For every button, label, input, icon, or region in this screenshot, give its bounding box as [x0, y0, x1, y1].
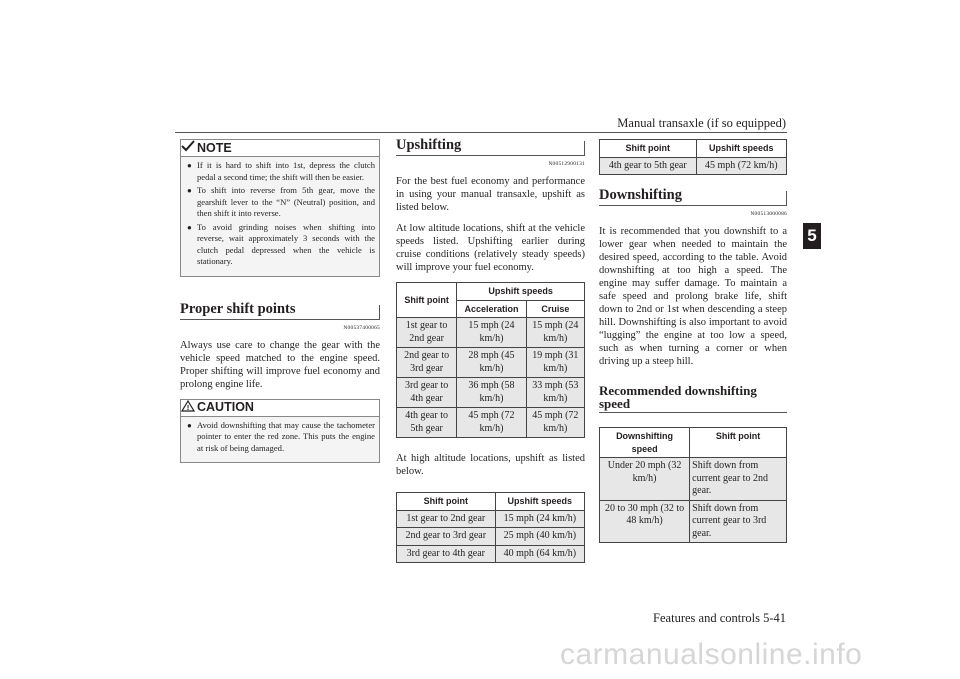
table-header: Shift point: [397, 493, 496, 511]
column-middle: [396, 139, 585, 563]
subheading-recommended-downshift: Recommended downshifting speed: [599, 384, 787, 413]
note-item: ● If it is hard to shift into 1st, depress the clutch pedal a second time; the shift will then be easier.: [187, 160, 375, 182]
note-list: [181, 157, 379, 268]
running-header: Manual transaxle (if so equipped): [617, 116, 786, 130]
svg-text:!: !: [186, 404, 190, 412]
section-code: N00537400065: [343, 324, 380, 331]
table-header: Upshift speeds: [457, 283, 585, 301]
table-header: Upshift speeds: [696, 140, 786, 158]
page-footer: Features and controls 5-41: [653, 611, 786, 625]
table-row: 4th gear to 5th gear 45 mph (72 km/h): [600, 157, 787, 175]
upshifting-intro: For the best fuel economy and performance in using your manual transaxle, upshift as listed below.: [396, 176, 585, 213]
downshift-table: [599, 427, 787, 543]
table-header: Shift point: [690, 428, 787, 458]
section-heading-proper-shift: Proper shift points: [180, 303, 380, 320]
table-row: 3rd gear to 4th gear 36 mph (58 km/h) 33 mph (53 km/h): [397, 378, 585, 408]
note-check-icon: [181, 140, 195, 156]
caution-box: [180, 399, 380, 464]
table-row: 4th gear to 5th gear 45 mph (72 km/h) 45 mph (72 km/h): [397, 408, 585, 438]
warning-triangle-icon: [181, 400, 195, 416]
bullet-icon: ●: [187, 186, 192, 195]
caution-list: [181, 417, 379, 455]
watermark: carmanualsonline.info: [560, 638, 863, 671]
downshifting-text: It is recommended that you downshift to a lower gear when needed to maintain the desired speed, according to the table. Avoid downshifting at too high a speed. The engine may suffer damage. To maintain a safe speed and prolong brake life, shift down to 2nd or 1st when descending a steep hill. Downshifting is also important to avoid “lugging” the engine at too low a speed, such as when turning a corner or when driving up a steep hill.: [599, 226, 787, 367]
table-row: 2nd gear to 3rd gear 28 mph (45 km/h) 19 mph (31 km/h): [397, 348, 585, 378]
caution-item: ● Avoid downshifting that may cause the tachometer pointer to enter the red zone. This puts the engine at risk of being damaged.: [187, 419, 375, 453]
column-left: [180, 139, 380, 463]
bullet-icon: ●: [187, 161, 192, 170]
table-header: Cruise: [526, 300, 584, 318]
bullet-icon: ●: [187, 222, 192, 232]
note-item: ● To shift into reverse from 5th gear, move the gearshift lever to the “N” (Neutral) position, and then shift it into reverse.: [187, 185, 375, 218]
proper-shift-text: Always use care to change the gear with the vehicle speed matched to the engine speed. Proper shifting will improve fuel economy and prolong engine life.: [180, 339, 380, 390]
upshifting-high-altitude: At high altitude locations, upshift as listed below.: [396, 453, 585, 477]
high-altitude-table: [396, 492, 585, 563]
low-altitude-table: [396, 282, 585, 438]
table-header: Shift point: [600, 140, 697, 158]
note-item: ● To avoid grinding noises when shifting into reverse, wait approximately 3 seconds with the clutch pedal depressed when the vehicle is stationary.: [187, 221, 375, 266]
header-rule: [175, 132, 787, 133]
note-box: [180, 139, 380, 277]
table-header: Upshift speeds: [495, 493, 584, 511]
upshifting-low-altitude: At low altitude locations, shift at the vehicle speeds listed. Upshifting earlier during cruise conditions (relatively steady speeds) will improve your fuel economy.: [396, 223, 585, 273]
section-code: N00513000086: [750, 211, 787, 217]
table-row: 3rd gear to 4th gear 40 mph (64 km/h): [397, 545, 585, 563]
caution-header: [181, 400, 379, 417]
high-altitude-table-continued: [599, 139, 787, 175]
table-row: Under 20 mph (32 km/h) Shift down from current gear to 2nd gear.: [600, 458, 787, 501]
note-label: NOTE: [197, 140, 232, 155]
section-heading-upshifting: Upshifting: [396, 139, 585, 156]
caution-label: CAUTION: [197, 400, 254, 414]
section-heading-downshifting: Downshifting: [599, 189, 787, 206]
column-right: [599, 139, 787, 543]
bullet-icon: ●: [187, 420, 192, 430]
note-header: [181, 140, 379, 157]
table-row: 20 to 30 mph (32 to 48 km/h) Shift down from current gear to 3rd gear.: [600, 500, 787, 543]
section-code: N00512900131: [548, 161, 585, 167]
table-header: Downshifting speed: [600, 428, 690, 458]
table-header: Acceleration: [457, 300, 527, 318]
chapter-tab: 5: [803, 223, 821, 249]
table-row: 1st gear to 2nd gear 15 mph (24 km/h): [397, 510, 585, 528]
table-row: 1st gear to 2nd gear 15 mph (24 km/h) 15 mph (24 km/h): [397, 318, 585, 348]
table-header: Shift point: [397, 283, 457, 318]
table-row: 2nd gear to 3rd gear 25 mph (40 km/h): [397, 528, 585, 546]
